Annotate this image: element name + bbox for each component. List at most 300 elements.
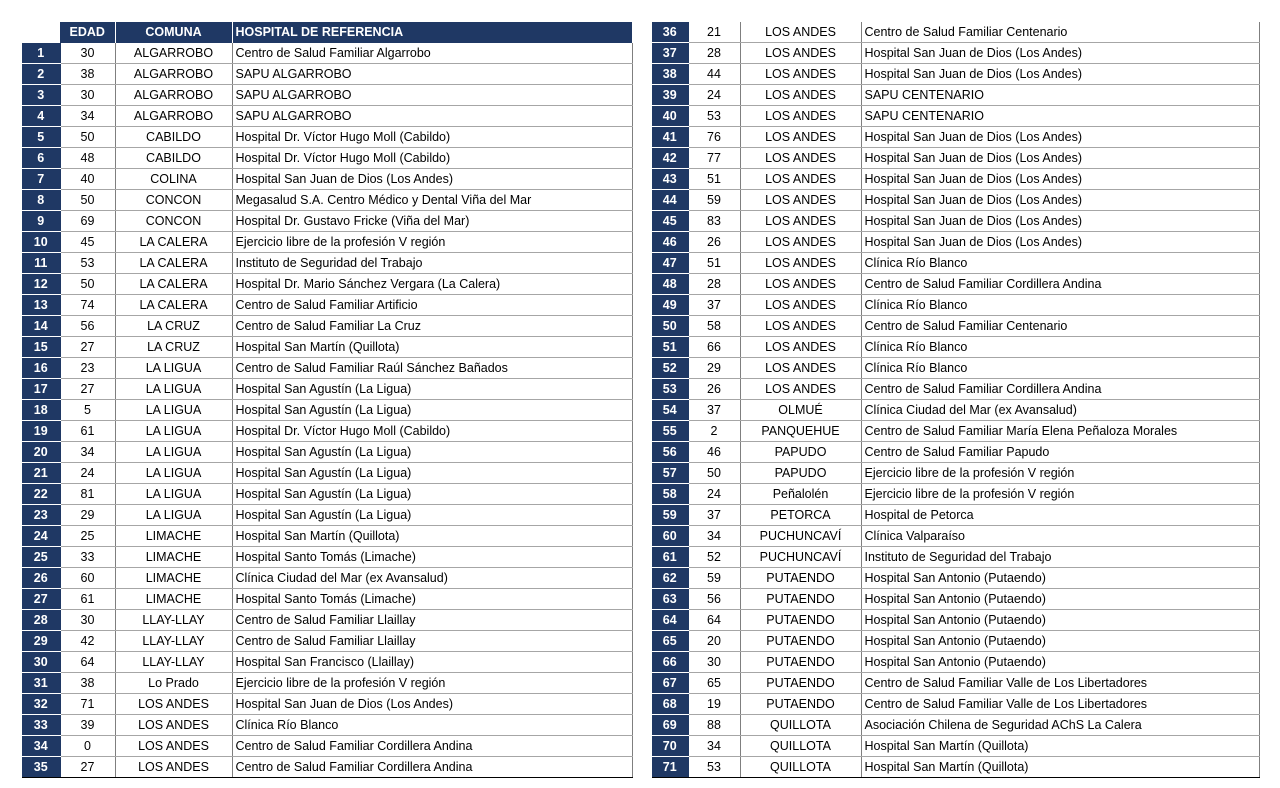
table-row xyxy=(22,609,632,630)
table-row xyxy=(652,715,1259,736)
table-row xyxy=(652,694,1259,715)
row-number: 71 xyxy=(652,757,688,778)
hospital-cell: Hospital San Juan de Dios (Los Andes) xyxy=(861,127,1259,148)
comuna-cell: LOS ANDES xyxy=(740,337,861,358)
table-row xyxy=(652,85,1259,106)
table-row xyxy=(652,547,1259,568)
comuna-cell: LLAY-LLAY xyxy=(115,651,232,672)
edad-cell: 20 xyxy=(688,631,740,652)
row-number: 1 xyxy=(22,43,60,64)
row-number: 37 xyxy=(652,43,688,64)
comuna-cell: LA LIGUA xyxy=(115,399,232,420)
row-number: 22 xyxy=(22,483,60,504)
table-row xyxy=(22,693,632,714)
comuna-cell: LOS ANDES xyxy=(740,106,861,127)
table-row xyxy=(652,148,1259,169)
hospital-cell: Asociación Chilena de Seguridad AChS La Calera xyxy=(861,715,1259,736)
row-number: 53 xyxy=(652,379,688,400)
comuna-cell: PUTAENDO xyxy=(740,694,861,715)
table-row xyxy=(652,463,1259,484)
table-row xyxy=(652,211,1259,232)
hospital-cell: Clínica Río Blanco xyxy=(861,253,1259,274)
edad-cell: 5 xyxy=(60,399,115,420)
comuna-cell: QUILLOTA xyxy=(740,715,861,736)
header-row xyxy=(22,22,632,43)
comuna-cell: Peñalolén xyxy=(740,484,861,505)
table-row xyxy=(22,567,632,588)
right-table xyxy=(652,22,1260,778)
edad-cell: 27 xyxy=(60,378,115,399)
edad-cell: 59 xyxy=(688,190,740,211)
hospital-cell: Hospital San Martín (Quillota) xyxy=(861,757,1259,778)
table-row xyxy=(652,673,1259,694)
edad-cell: 34 xyxy=(60,441,115,462)
table-row xyxy=(22,357,632,378)
hospital-cell: Centro de Salud Familiar Artificio xyxy=(232,294,632,315)
table-row xyxy=(652,358,1259,379)
table-row xyxy=(652,757,1259,778)
edad-cell: 51 xyxy=(688,253,740,274)
row-number: 29 xyxy=(22,630,60,651)
row-number: 20 xyxy=(22,441,60,462)
table-row xyxy=(652,589,1259,610)
table-row xyxy=(22,63,632,84)
comuna-cell: LOS ANDES xyxy=(740,358,861,379)
table-row xyxy=(22,378,632,399)
table-row xyxy=(652,400,1259,421)
hospital-cell: Centro de Salud Familiar Cordillera Andina xyxy=(861,274,1259,295)
row-number: 34 xyxy=(22,735,60,756)
edad-cell: 29 xyxy=(60,504,115,525)
comuna-cell: PETORCA xyxy=(740,505,861,526)
row-number: 2 xyxy=(22,63,60,84)
row-number: 41 xyxy=(652,127,688,148)
hospital-cell: Hospital San Antonio (Putaendo) xyxy=(861,631,1259,652)
edad-cell: 24 xyxy=(688,484,740,505)
row-number: 45 xyxy=(652,211,688,232)
edad-cell: 48 xyxy=(60,147,115,168)
hospital-cell: SAPU CENTENARIO xyxy=(861,85,1259,106)
hospital-cell: Hospital San Agustín (La Ligua) xyxy=(232,399,632,420)
row-number: 23 xyxy=(22,504,60,525)
edad-cell: 27 xyxy=(60,336,115,357)
table-row xyxy=(652,316,1259,337)
comuna-cell: CABILDO xyxy=(115,126,232,147)
comuna-cell: LOS ANDES xyxy=(740,127,861,148)
edad-cell: 38 xyxy=(60,672,115,693)
comuna-cell: LOS ANDES xyxy=(740,43,861,64)
hospital-cell: Ejercicio libre de la profesión V región xyxy=(232,672,632,693)
table-row xyxy=(652,379,1259,400)
hospital-cell: Hospital San Agustín (La Ligua) xyxy=(232,378,632,399)
edad-cell: 69 xyxy=(60,210,115,231)
comuna-cell: CONCON xyxy=(115,189,232,210)
hospital-cell: Hospital San Francisco (Llaillay) xyxy=(232,651,632,672)
hospital-cell: SAPU ALGARROBO xyxy=(232,63,632,84)
hospital-cell: Centro de Salud Familiar Centenario xyxy=(861,22,1259,43)
table-row xyxy=(22,315,632,336)
edad-cell: 30 xyxy=(688,652,740,673)
row-number: 44 xyxy=(652,190,688,211)
table-row xyxy=(22,294,632,315)
row-number: 39 xyxy=(652,85,688,106)
hospital-cell: Hospital Santo Tomás (Limache) xyxy=(232,588,632,609)
edad-cell: 66 xyxy=(688,337,740,358)
table-row xyxy=(22,210,632,231)
row-number: 35 xyxy=(22,756,60,777)
hospital-cell: Hospital Dr. Mario Sánchez Vergara (La Calera) xyxy=(232,273,632,294)
comuna-cell: LIMACHE xyxy=(115,567,232,588)
comuna-cell: LOS ANDES xyxy=(115,735,232,756)
comuna-cell: LOS ANDES xyxy=(740,295,861,316)
edad-cell: 21 xyxy=(688,22,740,43)
edad-cell: 81 xyxy=(60,483,115,504)
edad-cell: 37 xyxy=(688,505,740,526)
row-number: 70 xyxy=(652,736,688,757)
table-row xyxy=(22,273,632,294)
comuna-cell: PUTAENDO xyxy=(740,673,861,694)
hospital-cell: Centro de Salud Familiar Llaillay xyxy=(232,630,632,651)
row-number: 57 xyxy=(652,463,688,484)
edad-cell: 26 xyxy=(688,232,740,253)
comuna-cell: ALGARROBO xyxy=(115,43,232,64)
edad-cell: 77 xyxy=(688,148,740,169)
table-row xyxy=(652,253,1259,274)
comuna-cell: LOS ANDES xyxy=(740,379,861,400)
comuna-cell: PAPUDO xyxy=(740,463,861,484)
edad-cell: 53 xyxy=(60,252,115,273)
edad-cell: 58 xyxy=(688,316,740,337)
comuna-cell: LOS ANDES xyxy=(740,148,861,169)
edad-cell: 45 xyxy=(60,231,115,252)
hospital-cell: Hospital Dr. Víctor Hugo Moll (Cabildo) xyxy=(232,420,632,441)
header-blank-cell xyxy=(22,22,60,43)
row-number: 3 xyxy=(22,84,60,105)
edad-cell: 2 xyxy=(688,421,740,442)
comuna-cell: LA CALERA xyxy=(115,273,232,294)
row-number: 60 xyxy=(652,526,688,547)
edad-cell: 27 xyxy=(60,756,115,777)
hospital-cell: Centro de Salud Familiar Centenario xyxy=(861,316,1259,337)
edad-cell: 24 xyxy=(688,85,740,106)
hospital-cell: Hospital Dr. Víctor Hugo Moll (Cabildo) xyxy=(232,147,632,168)
hospital-cell: Hospital San Agustín (La Ligua) xyxy=(232,504,632,525)
table-row xyxy=(22,126,632,147)
table-row xyxy=(22,651,632,672)
comuna-cell: QUILLOTA xyxy=(740,757,861,778)
comuna-cell: LA CRUZ xyxy=(115,336,232,357)
table-row xyxy=(652,127,1259,148)
row-number: 49 xyxy=(652,295,688,316)
edad-cell: 34 xyxy=(688,526,740,547)
edad-cell: 61 xyxy=(60,420,115,441)
edad-cell: 24 xyxy=(60,462,115,483)
comuna-cell: PUTAENDO xyxy=(740,631,861,652)
table-row xyxy=(652,106,1259,127)
table-row xyxy=(22,525,632,546)
comuna-cell: ALGARROBO xyxy=(115,105,232,126)
hospital-cell: Hospital San Agustín (La Ligua) xyxy=(232,462,632,483)
row-number: 30 xyxy=(22,651,60,672)
row-number: 66 xyxy=(652,652,688,673)
row-number: 27 xyxy=(22,588,60,609)
table-row xyxy=(22,105,632,126)
edad-cell: 53 xyxy=(688,757,740,778)
header-edad: EDAD xyxy=(60,22,115,43)
comuna-cell: LOS ANDES xyxy=(740,64,861,85)
edad-cell: 26 xyxy=(688,379,740,400)
comuna-cell: PUTAENDO xyxy=(740,610,861,631)
table-row xyxy=(22,168,632,189)
row-number: 33 xyxy=(22,714,60,735)
table-row xyxy=(652,169,1259,190)
row-number: 69 xyxy=(652,715,688,736)
comuna-cell: LA LIGUA xyxy=(115,462,232,483)
comuna-cell: LA CALERA xyxy=(115,252,232,273)
comuna-cell: LOS ANDES xyxy=(115,756,232,777)
hospital-cell: Hospital San Antonio (Putaendo) xyxy=(861,652,1259,673)
comuna-cell: LA LIGUA xyxy=(115,441,232,462)
edad-cell: 23 xyxy=(60,357,115,378)
comuna-cell: PUTAENDO xyxy=(740,589,861,610)
edad-cell: 76 xyxy=(688,127,740,148)
table-row xyxy=(22,588,632,609)
table-row xyxy=(652,274,1259,295)
edad-cell: 50 xyxy=(60,126,115,147)
hospital-cell: SAPU CENTENARIO xyxy=(861,106,1259,127)
hospital-cell: SAPU ALGARROBO xyxy=(232,105,632,126)
row-number: 50 xyxy=(652,316,688,337)
row-number: 5 xyxy=(22,126,60,147)
edad-cell: 30 xyxy=(60,43,115,64)
row-number: 59 xyxy=(652,505,688,526)
comuna-cell: LA LIGUA xyxy=(115,357,232,378)
comuna-cell: COLINA xyxy=(115,168,232,189)
hospital-cell: Clínica Río Blanco xyxy=(861,358,1259,379)
edad-cell: 28 xyxy=(688,274,740,295)
edad-cell: 74 xyxy=(60,294,115,315)
row-number: 4 xyxy=(22,105,60,126)
row-number: 40 xyxy=(652,106,688,127)
table-row xyxy=(652,337,1259,358)
row-number: 31 xyxy=(22,672,60,693)
hospital-cell: Centro de Salud Familiar Algarrobo xyxy=(232,43,632,64)
row-number: 28 xyxy=(22,609,60,630)
table-row xyxy=(22,462,632,483)
comuna-cell: LIMACHE xyxy=(115,588,232,609)
table-row xyxy=(22,189,632,210)
row-number: 24 xyxy=(22,525,60,546)
table-row xyxy=(22,630,632,651)
row-number: 17 xyxy=(22,378,60,399)
edad-cell: 50 xyxy=(688,463,740,484)
hospital-cell: Hospital San Antonio (Putaendo) xyxy=(861,568,1259,589)
row-number: 68 xyxy=(652,694,688,715)
comuna-cell: OLMUÉ xyxy=(740,400,861,421)
row-number: 63 xyxy=(652,589,688,610)
comuna-cell: LOS ANDES xyxy=(740,316,861,337)
hospital-cell: Ejercicio libre de la profesión V región xyxy=(861,484,1259,505)
hospital-cell: Clínica Río Blanco xyxy=(232,714,632,735)
hospital-cell: Clínica Río Blanco xyxy=(861,295,1259,316)
edad-cell: 64 xyxy=(60,651,115,672)
row-number: 11 xyxy=(22,252,60,273)
edad-cell: 59 xyxy=(688,568,740,589)
comuna-cell: LOS ANDES xyxy=(740,85,861,106)
hospital-cell: Clínica Valparaíso xyxy=(861,526,1259,547)
row-number: 25 xyxy=(22,546,60,567)
row-number: 18 xyxy=(22,399,60,420)
row-number: 26 xyxy=(22,567,60,588)
hospital-cell: Hospital San Juan de Dios (Los Andes) xyxy=(232,168,632,189)
row-number: 48 xyxy=(652,274,688,295)
row-number: 51 xyxy=(652,337,688,358)
edad-cell: 40 xyxy=(60,168,115,189)
comuna-cell: LA LIGUA xyxy=(115,420,232,441)
header-hospital: HOSPITAL DE REFERENCIA xyxy=(232,22,632,43)
edad-cell: 19 xyxy=(688,694,740,715)
row-number: 9 xyxy=(22,210,60,231)
comuna-cell: LA LIGUA xyxy=(115,483,232,504)
hospital-cell: Hospital San Martín (Quillota) xyxy=(861,736,1259,757)
table-row xyxy=(22,756,632,777)
hospital-cell: Ejercicio libre de la profesión V región xyxy=(861,463,1259,484)
edad-cell: 64 xyxy=(688,610,740,631)
comuna-cell: LA CRUZ xyxy=(115,315,232,336)
edad-cell: 44 xyxy=(688,64,740,85)
header-comuna: COMUNA xyxy=(115,22,232,43)
table-row xyxy=(22,231,632,252)
hospital-cell: Centro de Salud Familiar Cordillera Andina xyxy=(232,735,632,756)
hospital-cell: Hospital San Juan de Dios (Los Andes) xyxy=(861,232,1259,253)
edad-cell: 88 xyxy=(688,715,740,736)
hospital-cell: Clínica Ciudad del Mar (ex Avansalud) xyxy=(861,400,1259,421)
comuna-cell: LOS ANDES xyxy=(740,232,861,253)
row-number: 19 xyxy=(22,420,60,441)
row-number: 47 xyxy=(652,253,688,274)
comuna-cell: CONCON xyxy=(115,210,232,231)
row-number: 8 xyxy=(22,189,60,210)
hospital-cell: Centro de Salud Familiar Cordillera Andina xyxy=(232,756,632,777)
hospital-cell: Centro de Salud Familiar Valle de Los Libertadores xyxy=(861,694,1259,715)
table-row xyxy=(22,441,632,462)
table-row xyxy=(22,714,632,735)
row-number: 56 xyxy=(652,442,688,463)
edad-cell: 37 xyxy=(688,295,740,316)
edad-cell: 38 xyxy=(60,63,115,84)
row-number: 6 xyxy=(22,147,60,168)
hospital-cell: Centro de Salud Familiar Valle de Los Libertadores xyxy=(861,673,1259,694)
row-number: 21 xyxy=(22,462,60,483)
hospital-cell: Clínica Río Blanco xyxy=(861,337,1259,358)
table-row xyxy=(652,631,1259,652)
row-number: 13 xyxy=(22,294,60,315)
comuna-cell: LOS ANDES xyxy=(115,693,232,714)
right-table-body xyxy=(652,22,1259,778)
table-row xyxy=(22,483,632,504)
left-table-body xyxy=(22,43,632,778)
table-row xyxy=(652,484,1259,505)
edad-cell: 65 xyxy=(688,673,740,694)
row-number: 65 xyxy=(652,631,688,652)
edad-cell: 53 xyxy=(688,106,740,127)
row-number: 14 xyxy=(22,315,60,336)
hospital-cell: Centro de Salud Familiar Papudo xyxy=(861,442,1259,463)
table-row xyxy=(652,652,1259,673)
table-row xyxy=(652,526,1259,547)
table-row xyxy=(652,568,1259,589)
edad-cell: 33 xyxy=(60,546,115,567)
row-number: 16 xyxy=(22,357,60,378)
edad-cell: 25 xyxy=(60,525,115,546)
row-number: 42 xyxy=(652,148,688,169)
row-number: 67 xyxy=(652,673,688,694)
table-row xyxy=(652,295,1259,316)
row-number: 32 xyxy=(22,693,60,714)
row-number: 46 xyxy=(652,232,688,253)
edad-cell: 71 xyxy=(60,693,115,714)
hospital-cell: Clínica Ciudad del Mar (ex Avansalud) xyxy=(232,567,632,588)
edad-cell: 50 xyxy=(60,189,115,210)
row-number: 52 xyxy=(652,358,688,379)
edad-cell: 34 xyxy=(688,736,740,757)
comuna-cell: LIMACHE xyxy=(115,525,232,546)
comuna-cell: LOS ANDES xyxy=(740,211,861,232)
edad-cell: 28 xyxy=(688,43,740,64)
comuna-cell: Lo Prado xyxy=(115,672,232,693)
table-row xyxy=(22,399,632,420)
table-row xyxy=(652,22,1259,43)
comuna-cell: LA LIGUA xyxy=(115,504,232,525)
table-row xyxy=(22,147,632,168)
comuna-cell: QUILLOTA xyxy=(740,736,861,757)
hospital-cell: Hospital San Juan de Dios (Los Andes) xyxy=(861,43,1259,64)
table-row xyxy=(652,736,1259,757)
hospital-cell: Hospital San Agustín (La Ligua) xyxy=(232,483,632,504)
edad-cell: 83 xyxy=(688,211,740,232)
hospital-cell: Hospital San Juan de Dios (Los Andes) xyxy=(861,148,1259,169)
row-number: 38 xyxy=(652,64,688,85)
hospital-cell: Hospital San Juan de Dios (Los Andes) xyxy=(861,190,1259,211)
row-number: 55 xyxy=(652,421,688,442)
comuna-cell: PAPUDO xyxy=(740,442,861,463)
comuna-cell: LA CALERA xyxy=(115,231,232,252)
comuna-cell: PUCHUNCAVÍ xyxy=(740,547,861,568)
table-row xyxy=(22,336,632,357)
edad-cell: 0 xyxy=(60,735,115,756)
comuna-cell: LA LIGUA xyxy=(115,378,232,399)
comuna-cell: ALGARROBO xyxy=(115,63,232,84)
row-number: 10 xyxy=(22,231,60,252)
comuna-cell: LOS ANDES xyxy=(740,253,861,274)
hospital-cell: SAPU ALGARROBO xyxy=(232,84,632,105)
comuna-cell: ALGARROBO xyxy=(115,84,232,105)
edad-cell: 30 xyxy=(60,84,115,105)
table-row xyxy=(22,735,632,756)
table-row xyxy=(652,442,1259,463)
edad-cell: 34 xyxy=(60,105,115,126)
row-number: 36 xyxy=(652,22,688,43)
edad-cell: 51 xyxy=(688,169,740,190)
row-number: 43 xyxy=(652,169,688,190)
table-row xyxy=(22,672,632,693)
comuna-cell: LA CALERA xyxy=(115,294,232,315)
edad-cell: 30 xyxy=(60,609,115,630)
comuna-cell: PUTAENDO xyxy=(740,652,861,673)
edad-cell: 56 xyxy=(688,589,740,610)
comuna-cell: PANQUEHUE xyxy=(740,421,861,442)
comuna-cell: LOS ANDES xyxy=(740,169,861,190)
